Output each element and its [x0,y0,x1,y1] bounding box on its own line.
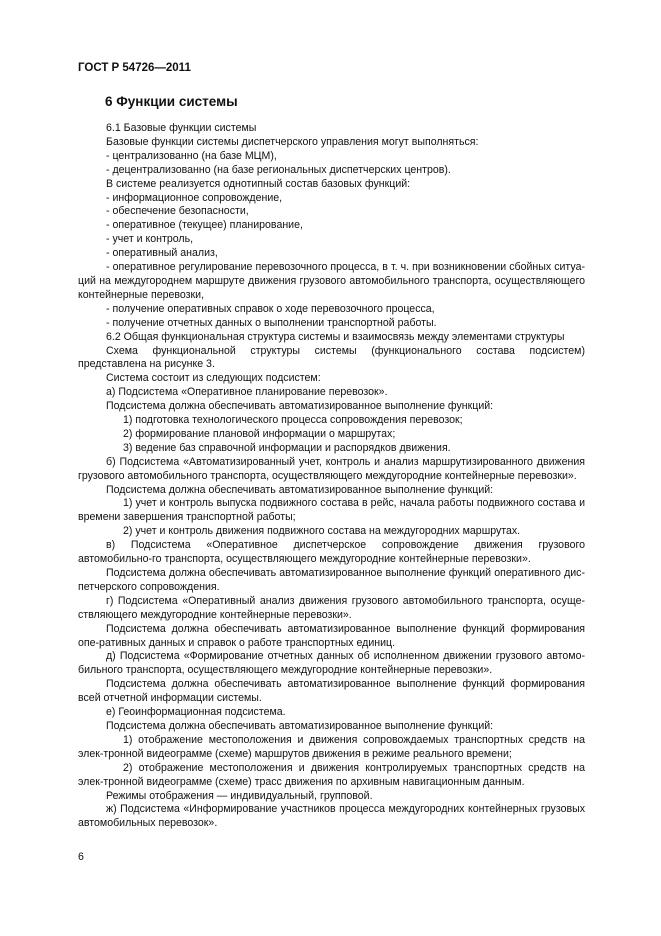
section-title: 6 Функции системы [105,94,238,109]
function-item: 1) учет и контроль выпуска подвижного состава в рейс, начала работы подвижного состава и времени завершения транспортной работы; [78,497,585,524]
function-item: 2) отображение местоположения и движения контролируемых транспортных средств на элек-тронной видеограмме (схеме) трасс движения по архивным навигационным данным. [78,761,585,788]
function-item: 1) отображение местоположения и движения сопровождаемых транспортных средств на элек-тронной видеограмме (схеме) маршрутов движения в режиме реального времени; [78,733,585,760]
paragraph: В системе реализуется однотипный состав базовых функций: [106,177,411,190]
subsystem-item: ж) Подсистема «Информирование участников процесса междугородних контейнерных грузовых автомобильных перевозок». [78,803,585,830]
function-item: 2) формирование плановой информации о маршрутах; [123,427,396,440]
function-item: 2) учет и контроль движения подвижного состава на междугородних маршрутах. [123,525,521,538]
page-number: 6 [78,851,84,863]
subsection-heading: 6.2 Общая функциональная структура системы и взаимосвязь между элементами структуры [106,330,565,343]
subsystem-item: г) Подсистема «Оперативный анализ движения грузового автомобильного транспорта, осуще-ствляющего междугородние контейнерные перевозки». [78,594,585,621]
subsystem-item: а) Подсистема «Оперативное планирование перевозок». [106,386,388,399]
subsystem-item: в) Подсистема «Оперативное диспетчерское сопровождение движения грузового автомобильно-го транспорта, осуществляющего междугородние контейнерные перевозки». [78,539,585,566]
paragraph: Подсистема должна обеспечивать автоматизированное выполнение функций: [106,719,494,732]
list-item: - оперативное регулирование перевозочного процесса, в т. ч. при возникновении сбойных ситуа-ций на междугороднем маршруте движения грузового автомобильного транспорта, осуществляющего контейнерные перевозки, [78,261,585,301]
list-item: - обеспечение безопасности, [106,205,249,218]
paragraph: Режимы отображения — индивидуальный, групповой. [106,789,373,802]
list-item: - централизованно (на базе МЦМ), [106,149,277,162]
subsystem-item: е) Геоинформационная подсистема. [106,706,286,719]
standard-header: ГОСТ Р 54726—2011 [78,62,191,74]
list-item: - оперативный анализ, [106,247,218,260]
paragraph: Подсистема должна обеспечивать автоматизированное выполнение функций: [106,483,494,496]
paragraph: Подсистема должна обеспечивать автоматизированное выполнение функций формирования всей отчетной информации системы. [78,678,585,705]
subsystem-item: д) Подсистема «Формирование отчетных данных об исполненном движении грузового автомо-бильного транспорта, осуществляющего междугородние контейнерные перевозки». [78,650,585,677]
function-item: 1) подготовка технологического процесса сопровождения перевозок; [123,414,463,427]
list-item: - информационное сопровождение, [106,191,283,204]
function-item: 3) ведение баз справочной информации и распорядков движения. [123,441,451,454]
list-item: - учет и контроль, [106,233,194,246]
list-item: - оперативное (текущее) планирование, [106,219,303,232]
paragraph: Базовые функции системы диспетчерского управления могут выполняться: [106,135,479,148]
paragraph: Схема функциональной структуры системы (функционального состава подсистем) представлена на рисунке 3. [78,344,585,371]
paragraph: Система состоит из следующих подсистем: [106,372,321,385]
paragraph: 6.1 Базовые функции системы [106,122,257,134]
paragraph: Подсистема должна обеспечивать автоматизированное выполнение функций формирования опе-ративных данных и справок о работе транспортных единиц. [78,622,585,649]
document-body [78,122,585,831]
paragraph: Подсистема должна обеспечивать автоматизированное выполнение функций оперативного дис-петчерского сопровождения. [78,567,585,593]
subsystem-item: б) Подсистема «Автоматизированный учет, контроль и анализ маршрутизированного движения грузового автомобильного транспорта, осуществляющего междугородние контейнерные перевозки». [78,455,585,482]
paragraph: Подсистема должна обеспечивать автоматизированное выполнение функций: [106,400,494,413]
list-item: - децентрализованно (на базе региональных диспетчерских центров). [106,163,451,176]
list-item: - получение оперативных справок о ходе перевозочного процесса, [106,302,435,315]
list-item: - получение отчетных данных о выполнении транспортной работы. [106,316,437,329]
